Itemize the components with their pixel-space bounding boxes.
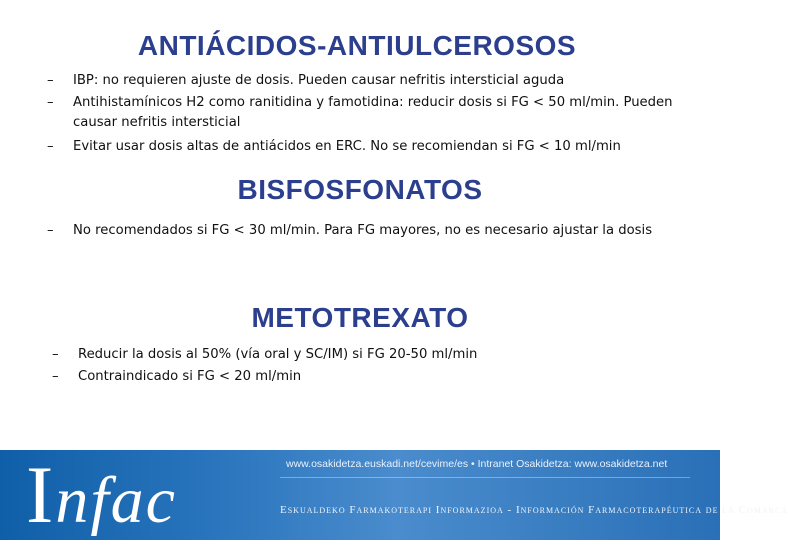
logo-initial: I (26, 449, 56, 540)
logo-text: nfac (55, 464, 177, 537)
bullet-list-metotrexato (52, 345, 692, 389)
list-item (52, 345, 692, 365)
bullet-list-bisfosfonatos (47, 221, 687, 241)
list-item-text: IBP: no requieren ajuste de dosis. Pueden causar nefritis intersticial aguda (73, 73, 565, 88)
section-heading-antiacidos: ANTIÁCIDOS-ANTIULCEROSOS (137, 30, 577, 61)
list-item-text: No recomendados si FG < 30 ml/min. Para FG mayores, no es necesario ajustar la dosis (73, 223, 653, 238)
list-item (47, 93, 687, 133)
footer-websites: www.osakidetza.euskadi.net/cevime/es • Intranet Osakidetza: www.osakidetza.net (286, 458, 668, 470)
list-item-text: Evitar usar dosis altas de antiácidos en ERC. No se recomiendan si FG < 10 ml/min (73, 139, 621, 154)
list-item-text: Contraindicado si FG < 20 ml/min (78, 369, 302, 384)
list-item (47, 137, 687, 157)
section-heading-bisfosfonatos: BISFOSFONATOS (237, 174, 483, 205)
footer-divider (280, 477, 690, 478)
bullet-dash: – (47, 223, 54, 238)
bullet-dash: – (52, 347, 59, 362)
section-heading-metotrexato: METOTREXATO (251, 302, 469, 333)
list-item-text: Reducir la dosis al 50% (vía oral y SC/IM) si FG 20-50 ml/min (78, 347, 478, 362)
list-item (47, 71, 687, 91)
bullet-list-antiacidos (47, 71, 687, 159)
list-item (52, 367, 692, 387)
infac-logo (26, 450, 177, 540)
bullet-dash: – (47, 73, 54, 88)
list-item-text: Antihistamínicos H2 como ranitidina y famotidina: reducir dosis si FG < 50 ml/min. Pueden causar nefritis intersticial (73, 95, 673, 130)
footer-tagline: Eskualdeko Farmakoterapi Informazioa - Información Farmacoterapéutica de la Comarca (280, 504, 788, 516)
list-item (47, 221, 687, 241)
bullet-dash: – (47, 95, 54, 110)
footer-banner (0, 449, 788, 540)
bullet-dash: – (52, 369, 59, 384)
bullet-dash: – (47, 139, 54, 154)
